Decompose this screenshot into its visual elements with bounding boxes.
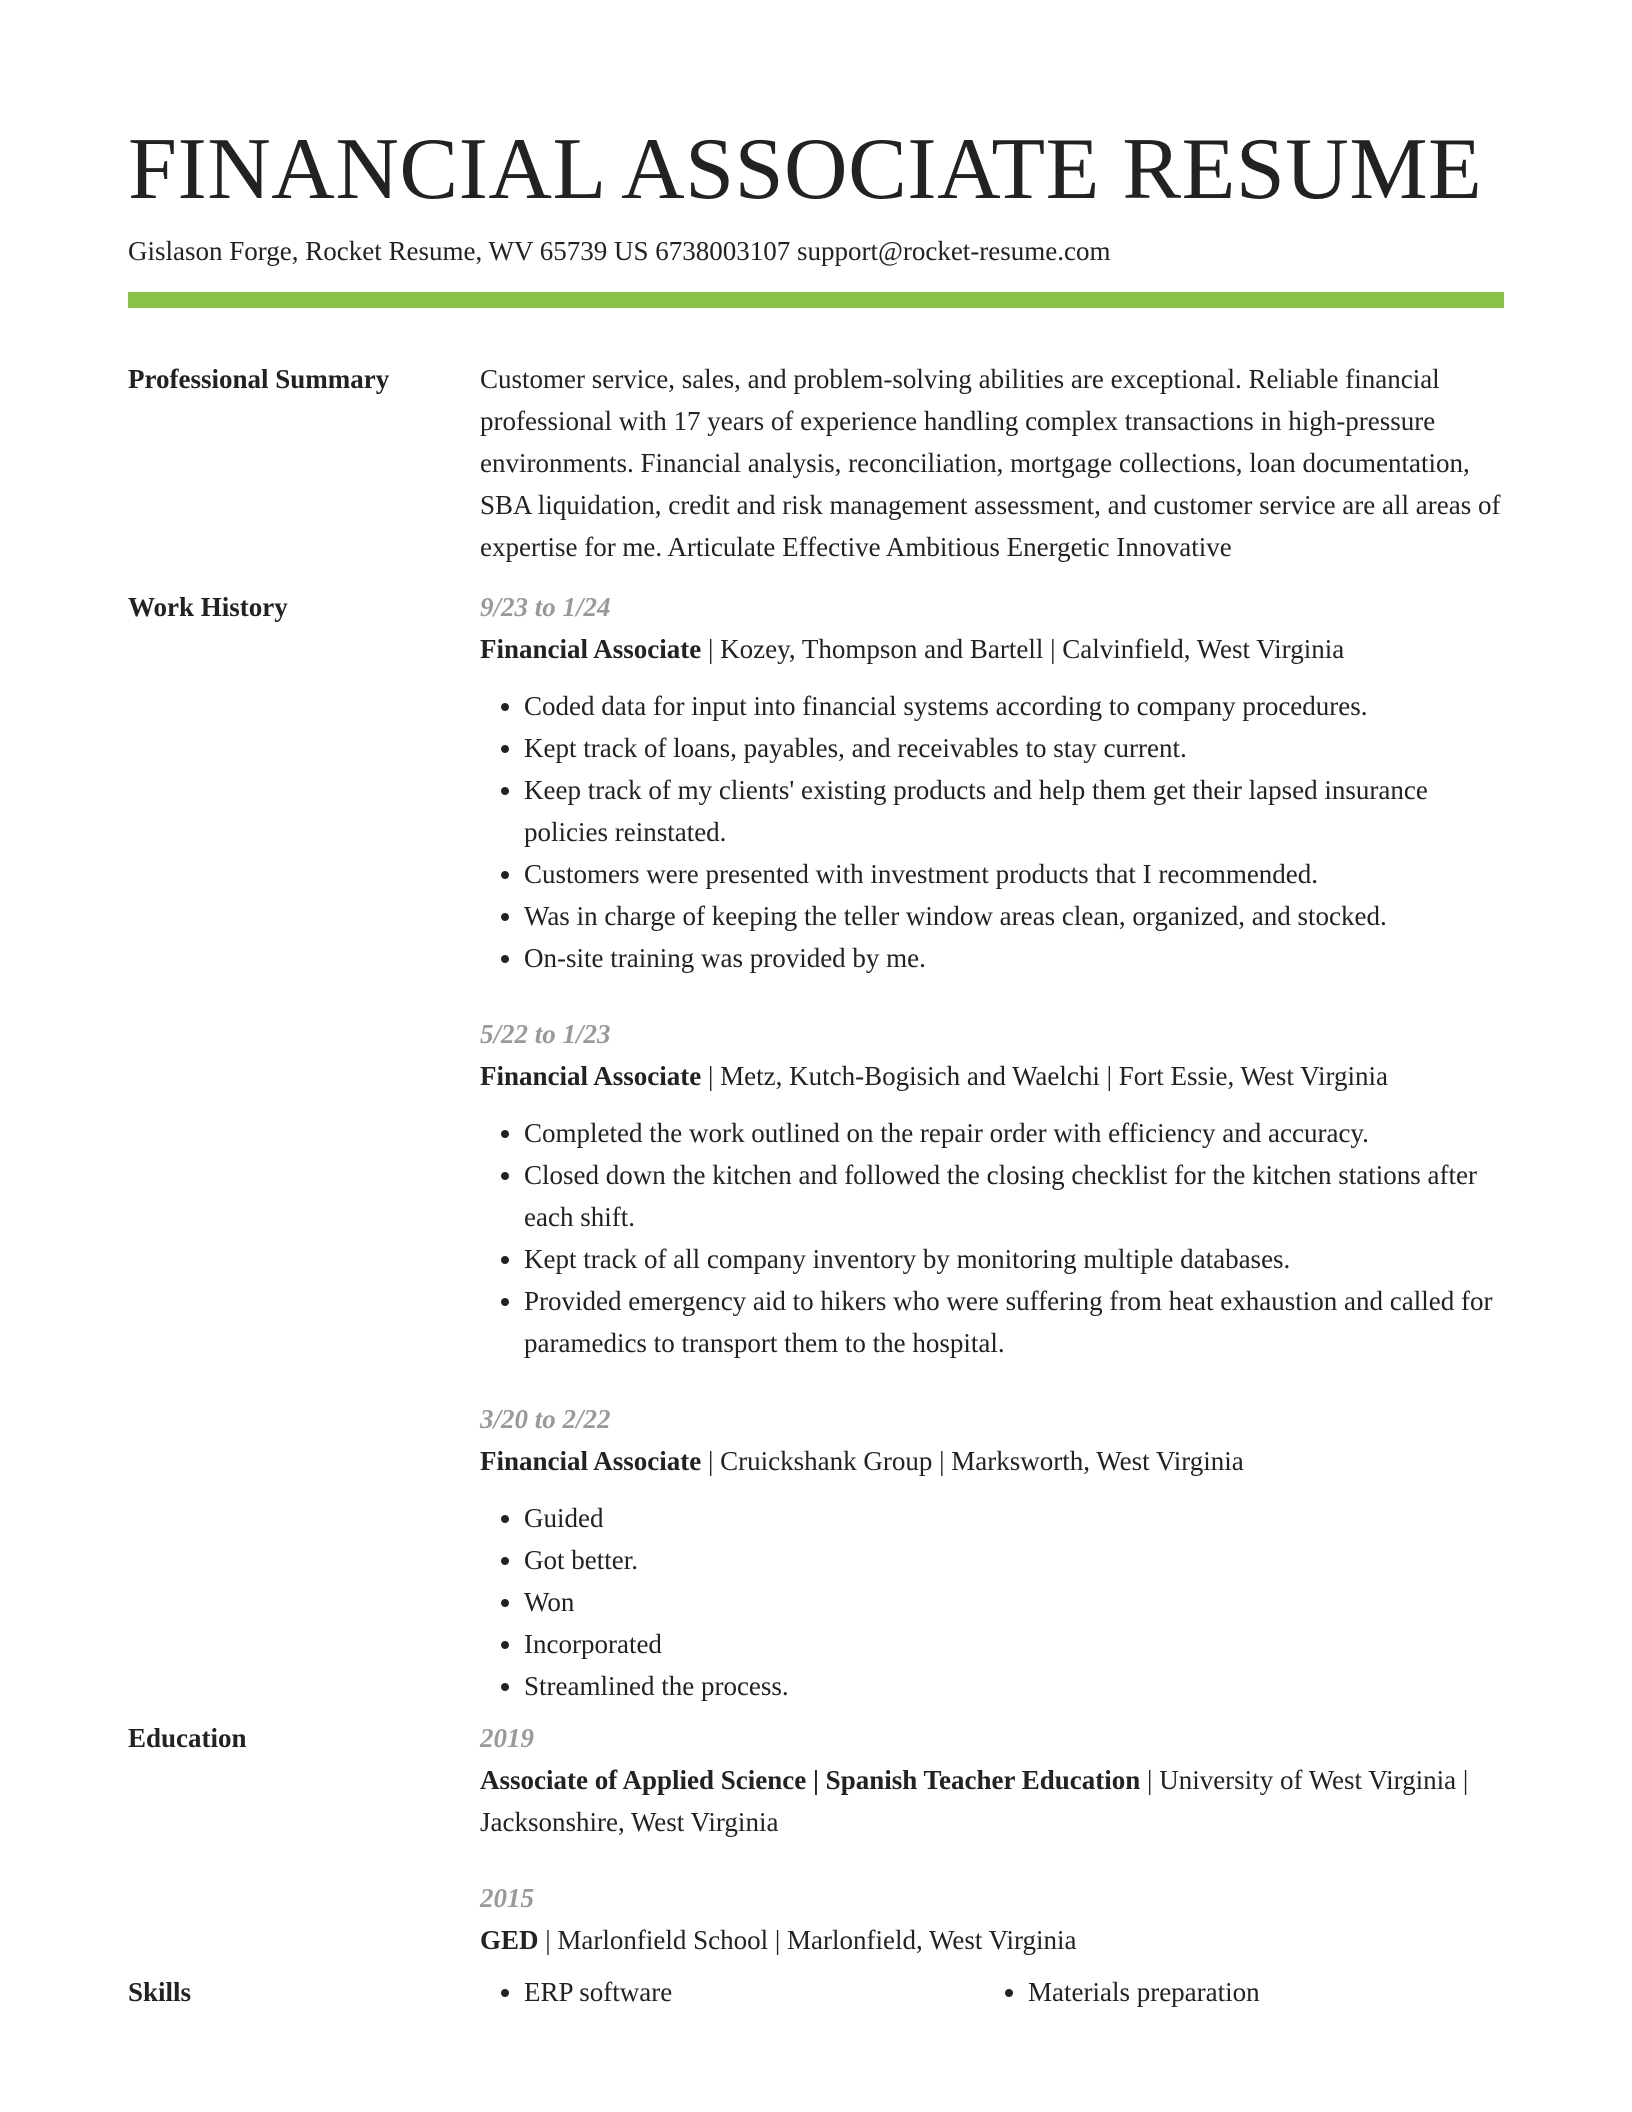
skill-item: • Materials preparation <box>1028 1971 1488 2013</box>
job-duty: • Customers were presented with investment products that I recommended. <box>524 853 1504 895</box>
resume-title: FINANCIAL ASSOCIATE RESUME <box>128 121 1483 218</box>
skills-heading: Skills <box>128 1977 192 2007</box>
job-dates: 3/20 to 2/22 <box>480 1404 611 1434</box>
education-year: 2015 <box>480 1883 534 1913</box>
job-entry <box>480 1398 1504 1707</box>
job-duty: • Completed the work outlined on the repair order with efficiency and accuracy. <box>524 1112 1504 1154</box>
job-title: Financial Associate <box>480 1446 702 1476</box>
job-title: Financial Associate <box>480 634 702 664</box>
job-dates: 5/22 to 1/23 <box>480 1019 611 1049</box>
school-location: | University of West Virginia | Jacksonshire, West Virginia <box>480 1765 1469 1837</box>
work-history-list <box>480 586 1504 1707</box>
work-history-heading: Work History <box>128 592 288 622</box>
job-duty: • Won <box>524 1581 1504 1623</box>
accent-divider <box>128 292 1504 308</box>
degree-name: Associate of Applied Science | Spanish Teacher Education <box>480 1765 1141 1795</box>
job-entry <box>480 586 1504 979</box>
job-duty: • Guided <box>524 1497 1504 1539</box>
summary-text: Customer service, sales, and problem-solving abilities are exceptional. Reliable financial professional with 17 years of experience handling complex transactions in high-pressure environments. Financial analysis, reconciliation, mortgage collections, loan documentation, SBA liquidation, credit and risk management assessment, and customer service are all areas of expertise for me. Articulate Effective Ambitious Energetic Innovative <box>480 364 1501 562</box>
job-duties <box>480 685 1504 979</box>
education-section <box>128 1717 1504 1961</box>
skill-item: • ERP software <box>524 1971 984 2013</box>
skills-list <box>480 1971 1504 2013</box>
summary-heading: Professional Summary <box>128 364 390 394</box>
job-duty: • Got better. <box>524 1539 1504 1581</box>
job-duty: • Closed down the kitchen and followed the closing checklist for the kitchen stations after each shift. <box>524 1154 1504 1238</box>
job-header <box>480 628 1504 670</box>
job-entry <box>480 1013 1504 1364</box>
contact-info: Gislason Forge, Rocket Resume, WV 65739 US 6738003107 support@rocket-resume.com <box>128 236 1111 266</box>
summary-section <box>128 358 1504 568</box>
job-duty: • On-site training was provided by me. <box>524 937 1504 979</box>
job-header <box>480 1055 1504 1097</box>
job-duties <box>480 1497 1504 1707</box>
skills-column-right <box>984 1971 1488 2013</box>
job-duties <box>480 1112 1504 1364</box>
education-list <box>480 1717 1504 1961</box>
job-duty: • Kept track of all company inventory by monitoring multiple databases. <box>524 1238 1504 1280</box>
job-employer-location: | Kozey, Thompson and Bartell | Calvinfield, West Virginia <box>701 634 1345 664</box>
job-dates: 9/23 to 1/24 <box>480 592 611 622</box>
job-duty: • Incorporated <box>524 1623 1504 1665</box>
skills-column-left <box>480 1971 984 2013</box>
school-location: | Marlonfield School | Marlonfield, West Virginia <box>538 1925 1077 1955</box>
job-duty: • Provided emergency aid to hikers who were suffering from heat exhaustion and called for paramedics to transport them to the hospital. <box>524 1280 1504 1364</box>
education-detail <box>480 1919 1504 1961</box>
job-duty: • Keep track of my clients' existing products and help them get their lapsed insurance policies reinstated. <box>524 769 1504 853</box>
job-employer-location: | Cruickshank Group | Marksworth, West Virginia <box>701 1446 1244 1476</box>
job-employer-location: | Metz, Kutch-Bogisich and Waelchi | Fort Essie, West Virginia <box>701 1061 1388 1091</box>
education-year: 2019 <box>480 1723 534 1753</box>
job-title: Financial Associate <box>480 1061 702 1091</box>
job-duty: • Streamlined the process. <box>524 1665 1504 1707</box>
work-history-section <box>128 586 1504 1707</box>
education-heading: Education <box>128 1723 247 1753</box>
education-entry <box>480 1717 1504 1843</box>
skills-section <box>128 1971 1504 2013</box>
job-header <box>480 1440 1504 1482</box>
education-entry <box>480 1877 1504 1961</box>
degree-name: GED <box>480 1925 539 1955</box>
job-duty: • Coded data for input into financial systems according to company procedures. <box>524 685 1504 727</box>
job-duty: • Was in charge of keeping the teller window areas clean, organized, and stocked. <box>524 895 1504 937</box>
education-detail <box>480 1759 1504 1843</box>
job-duty: • Kept track of loans, payables, and receivables to stay current. <box>524 727 1504 769</box>
